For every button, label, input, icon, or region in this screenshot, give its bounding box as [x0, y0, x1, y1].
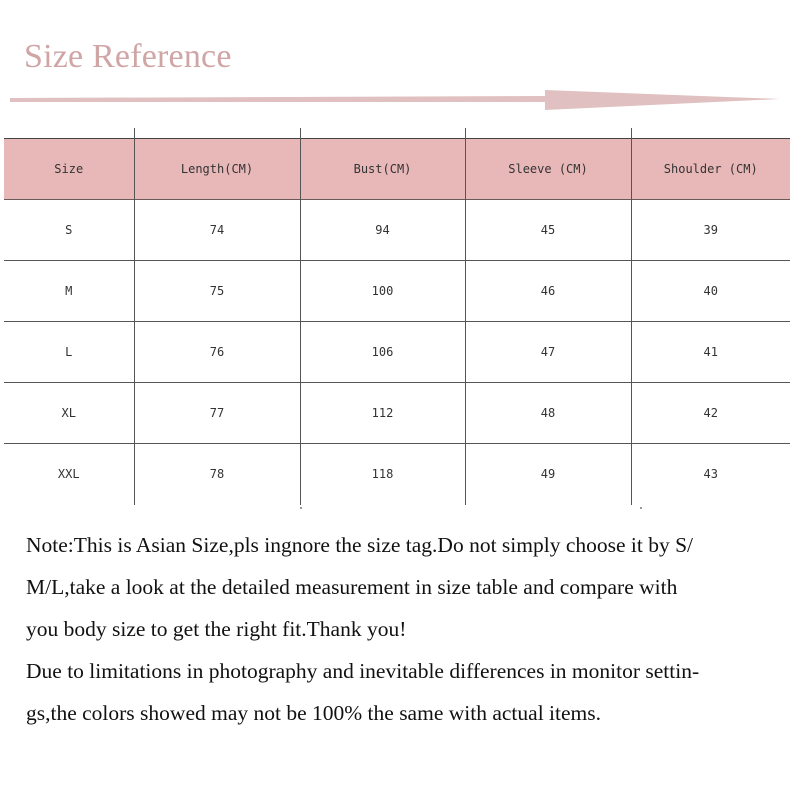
note-line: Note:This is Asian Size,pls ingnore the size tag.Do not simply choose it by S/	[26, 533, 694, 557]
header-bust: Bust(CM)	[300, 139, 465, 200]
header-shoulder: Shoulder (CM)	[663, 162, 758, 176]
cell-shoulder: 40	[703, 284, 718, 298]
size-note	[26, 524, 786, 734]
cell-sleeve: 47	[465, 322, 631, 383]
cell-bust: 100	[300, 261, 465, 322]
header-length: Length(CM)	[134, 139, 300, 200]
cell-size: XL	[4, 383, 134, 444]
cell-sleeve: 46	[465, 261, 631, 322]
cell-length: 77	[134, 383, 300, 444]
cell-bust: 112	[300, 383, 465, 444]
note-line: you body size to get the right fit.Thank you!	[26, 617, 407, 641]
cell-length: 74	[134, 200, 300, 261]
cell-bust: 106	[300, 322, 465, 383]
cell-size: XXL	[4, 444, 134, 505]
cell-sleeve: 49	[465, 444, 631, 505]
cell-bust: 94	[300, 200, 465, 261]
cell-sleeve: 45	[465, 200, 631, 261]
cell-shoulder: 41	[703, 345, 718, 359]
table-row	[4, 444, 790, 505]
cell-size: S	[4, 200, 134, 261]
cell-shoulder: 43	[703, 467, 718, 482]
cell-length: 75	[134, 261, 300, 322]
column-divider-tick	[631, 128, 632, 138]
column-divider-tick	[300, 128, 301, 138]
header-size: Size	[4, 139, 134, 200]
cell-shoulder: 42	[703, 406, 718, 420]
note-line: gs,the colors showed may not be 100% the same with actual items.	[26, 701, 601, 725]
cell-sleeve: 48	[465, 383, 631, 444]
decorative-arrow	[0, 86, 800, 114]
table-row	[4, 383, 790, 444]
table-header-row	[4, 139, 790, 200]
note-line: M/L,take a look at the detailed measurement in size table and compare with	[26, 575, 678, 599]
note-line: Due to limitations in photography and inevitable differences in monitor settin-	[26, 659, 700, 683]
table-row	[4, 322, 790, 383]
table-row	[4, 261, 790, 322]
cell-size: M	[4, 261, 134, 322]
cell-shoulder: 39	[703, 223, 718, 237]
size-table	[4, 138, 790, 505]
column-divider-tick	[465, 128, 466, 138]
header-sleeve: Sleeve (CM)	[465, 139, 631, 200]
table-row	[4, 200, 790, 261]
column-divider-tick	[134, 128, 135, 138]
artifact-dot	[640, 507, 642, 509]
page-title: Size Reference	[24, 38, 232, 75]
cell-length: 78	[134, 444, 300, 505]
cell-length: 76	[134, 322, 300, 383]
artifact-dot	[300, 507, 302, 509]
cell-size: L	[4, 322, 134, 383]
cell-bust: 118	[300, 444, 465, 505]
